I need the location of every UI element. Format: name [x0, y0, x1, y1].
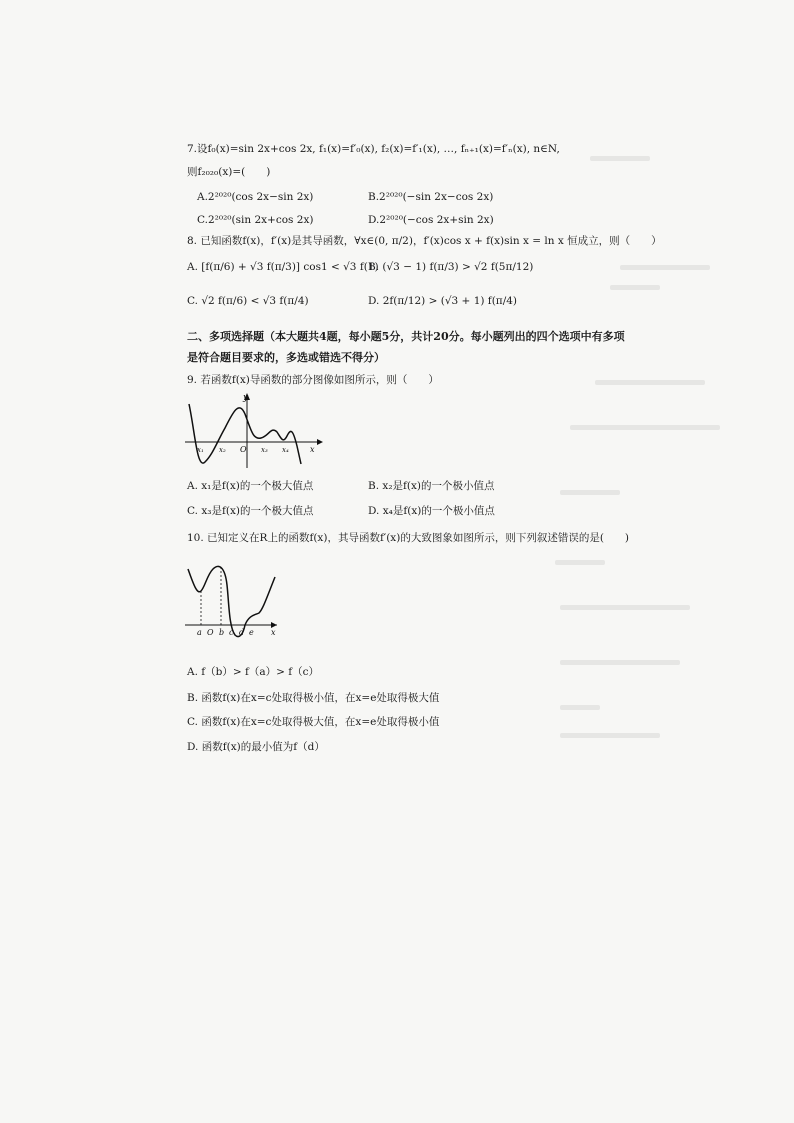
- q9-stem: 9. 若函数f(x)导函数的部分图像如图所示，则（ ）: [187, 374, 439, 386]
- q9-axis-y-label: y: [243, 393, 249, 403]
- bleed-mark: [560, 705, 600, 710]
- q10-origin-label: O: [207, 628, 214, 637]
- bleed-mark: [560, 490, 620, 495]
- q9-axis-x-label: x: [310, 445, 315, 454]
- q9-derivative-graph: [183, 392, 323, 472]
- bleed-mark: [590, 156, 650, 161]
- q10-d-label: d: [239, 628, 245, 637]
- q10-c-label: c: [229, 628, 234, 637]
- q10-derivative-graph: [183, 555, 283, 640]
- bleed-mark: [595, 380, 705, 385]
- q9-option-b: B. x₂是f(x)的一个极小值点: [368, 480, 495, 492]
- q10-b-label: b: [219, 628, 225, 637]
- section2-heading-line2: 是符合题目要求的，多选或错选不得分）: [187, 351, 385, 364]
- section2-heading-line1: 二、多项选择题（本大题共4题，每小题5分，共计20分。每小题列出的四个选项中有多项: [187, 330, 625, 343]
- q10-option-b: B. 函数f(x)在x=c处取得极小值，在x=e处取得极大值: [187, 692, 440, 704]
- q7-option-b: B.2²⁰²⁰(−sin 2x−cos 2x): [368, 191, 494, 203]
- bleed-mark: [560, 733, 660, 738]
- q9-x3-label: x₃: [261, 446, 268, 454]
- q10-e-label: e: [249, 628, 254, 637]
- q8-option-c: C. √2 f(π/6) < √3 f(π/4): [187, 295, 309, 307]
- q10-axis-x-label: x: [271, 628, 276, 637]
- q10-a-label: a: [197, 628, 202, 637]
- bleed-mark: [560, 605, 690, 610]
- q9-x1-label: x₁: [197, 446, 204, 454]
- q9-origin-label: O: [240, 445, 247, 454]
- bleed-mark: [555, 560, 605, 565]
- q7-option-d: D.2²⁰²⁰(−cos 2x+sin 2x): [368, 214, 494, 226]
- bleed-mark: [570, 425, 720, 430]
- bleed-mark: [610, 285, 660, 290]
- bleed-mark: [560, 660, 680, 665]
- q8-option-a: A. [f(π/6) + √3 f(π/3)] cos1 < √3 f(1): [187, 261, 379, 273]
- q10-option-d: D. 函数f(x)的最小值为f（d）: [187, 741, 325, 753]
- q10-stem: 10. 已知定义在R上的函数f(x)，其导函数f′(x)的大致图象如图所示，则下列叙述错误的是( ): [187, 532, 630, 544]
- q7-option-c: C.2²⁰²⁰(sin 2x+cos 2x): [197, 214, 314, 226]
- q9-option-c: C. x₃是f(x)的一个极大值点: [187, 505, 314, 517]
- q10-option-c: C. 函数f(x)在x=c处取得极大值，在x=e处取得极小值: [187, 716, 440, 728]
- q8-option-b: B. (√3 − 1) f(π/3) > √2 f(5π/12): [368, 261, 534, 273]
- q8-option-d: D. 2f(π/12) > (√3 + 1) f(π/4): [368, 295, 518, 307]
- q10-option-a: A. f（b）> f（a）> f（c）: [187, 666, 320, 678]
- q9-option-d: D. x₄是f(x)的一个极小值点: [368, 505, 495, 517]
- q8-stem: 8. 已知函数f(x)，f′(x)是其导函数，∀x∈(0, π/2)，f′(x)cos x + f(x)sin x = ln x 恒成立，则（ ）: [187, 235, 662, 247]
- bleed-mark: [620, 265, 710, 270]
- q9-option-a: A. x₁是f(x)的一个极大值点: [187, 480, 314, 492]
- q7-stem-line2: 则f₂₀₂₀(x)=( ): [187, 166, 271, 178]
- q9-x4-label: x₄: [282, 446, 289, 454]
- q9-x2-label: x₂: [219, 446, 226, 454]
- q7-stem-line1: 7.设f₀(x)=sin 2x+cos 2x, f₁(x)=f′₀(x), f₂(x)=f′₁(x), …, fₙ₊₁(x)=f′ₙ(x), n∈N,: [187, 143, 560, 155]
- q7-option-a: A.2²⁰²⁰(cos 2x−sin 2x): [197, 191, 314, 203]
